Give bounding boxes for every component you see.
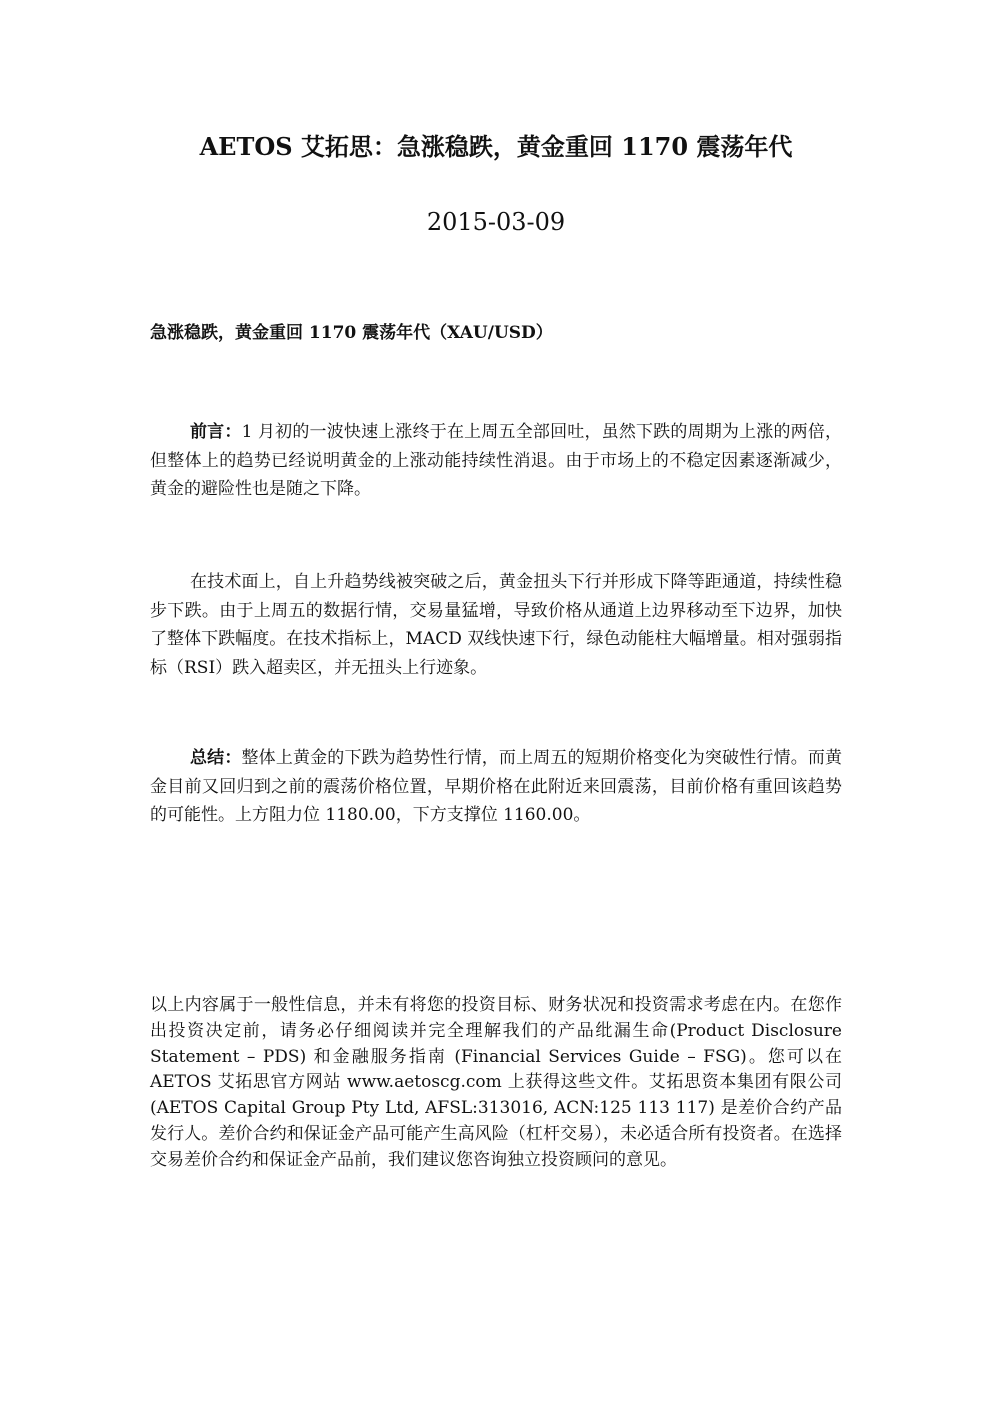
document-date: 2015-03-09	[426, 208, 566, 236]
technical-paragraph	[150, 568, 842, 682]
summary-label: 总结：	[190, 748, 242, 768]
document-title: AETOS 艾拓思：急涨稳跌，黄金重回 1170 震荡年代	[199, 132, 793, 161]
summary-paragraph	[150, 744, 842, 830]
summary-text: 整体上黄金的下跌为趋势性行情，而上周五的短期价格变化为突破性行情。而黄金目前又回归到之前的震荡价格位置，早期价格在此附近来回震荡，目前价格有重回该趋势的可能性。上方阻力位 1180.00，下方支撑位 1160.00。	[150, 748, 843, 825]
preface-text: 1 月初的一波快速上涨终于在上周五全部回吐，虽然下跌的周期为上涨的两倍，但整体上的趋势已经说明黄金的上涨动能持续性消退。由于市场上的不稳定因素逐渐减少，黄金的避险性也是随之下降。	[150, 422, 843, 499]
technical-text: 在技术面上，自上升趋势线被突破之后，黄金扭头下行并形成下降等距通道，持续性稳步下跌。由于上周五的数据行情，交易量猛增，导致价格从通道上边界移动至下边界，加快了整体下跌幅度。在技术指标上，MACD 双线快速下行，绿色动能柱大幅增量。相对强弱指标（RSI）跌入超卖区，并无扭头上行迹象。	[150, 572, 842, 678]
disclaimer-paragraph: 以上内容属于一般性信息，并未有将您的投资目标、财务状况和投资需求考虑在内。在您作出投资决定前，请务必仔细阅读并完全理解我们的产品纰漏生命(Product Disclosure Statement – PDS) 和金融服务指南 (Financial Services Guide – FSG)。您可以在 AETOS 艾拓思官方网站 www.aetoscg.com 上获得这些文件。艾拓思资本集团有限公司(AETOS Capital Group Pty Ltd, AFSL:313016, ACN:125 113 117) 是差价合约产品发行人。差价合约和保证金产品可能产生高风险（杠杆交易），未必适合所有投资者。在选择交易差价合约和保证金产品前，我们建议您咨询独立投资顾问的意见。	[150, 995, 842, 1170]
preface-label: 前言：	[190, 422, 242, 442]
preface-paragraph	[150, 418, 842, 504]
article-subtitle: 急涨稳跌，黄金重回 1170 震荡年代（XAU/USD）	[150, 323, 553, 343]
